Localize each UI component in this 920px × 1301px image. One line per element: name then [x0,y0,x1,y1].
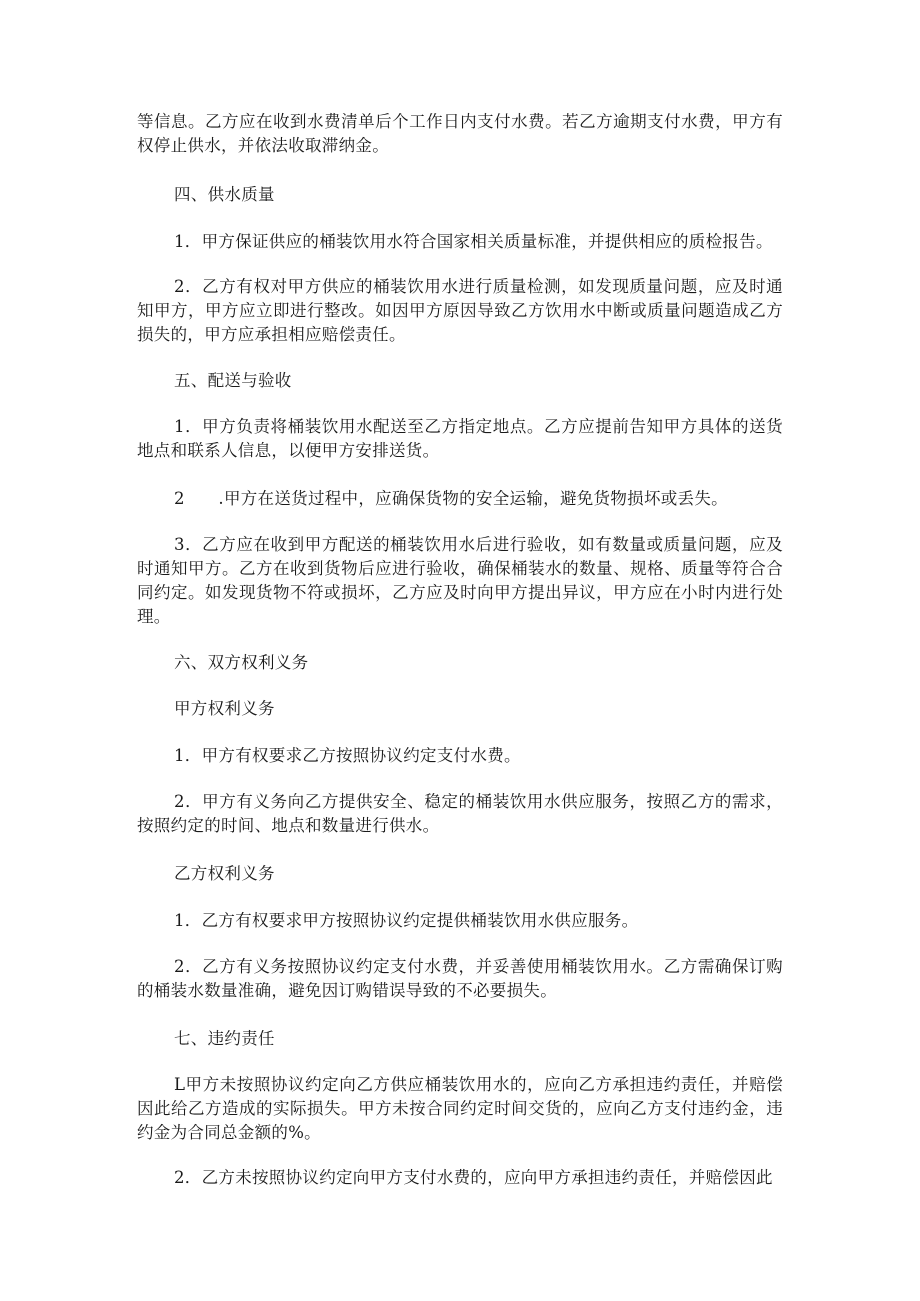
clause-quality-1: 1．甲方保证供应的桶装饮用水符合国家相关质量标准，并提供相应的质检报告。 [174,232,773,251]
section-heading-rights: 六、双方权利义务 [174,653,309,672]
clause-party-b-1: 1．乙方有权要求甲方按照协议约定提供桶装饮用水供应服务。 [174,911,639,930]
clause-party-b-2: 2．乙方有义务按照协议约定支付水费，并妥善使用桶装饮用水。乙方需确保订购的桶装水数量准确，避免因订购错误导致的不必要损失。 [137,957,783,1000]
clause-party-a-2: 2．甲方有义务向乙方提供安全、稳定的桶装饮用水供应服务，按照乙方的需求，按照约定的时间、地点和数量进行供水。 [137,792,783,835]
clause-quality-2: 2．乙方有权对甲方供应的桶装饮用水进行质量检测，如发现质量问题，应及时通知甲方，甲方应立即进行整改。如因甲方原因导致乙方饮用水中断或质量问题造成乙方损失的，甲方应承担相应赔偿责任。 [137,277,783,344]
subheading-party-b-rights: 乙方权利义务 [174,864,275,883]
clause-party-a-1: 1．甲方有权要求乙方按照协议约定支付水费。 [174,746,521,765]
subheading-party-a-rights: 甲方权利义务 [174,699,275,718]
section-heading-breach: 七、违约责任 [174,1029,275,1048]
clause-breach-2: 2．乙方未按照协议约定向甲方支付水费的，应向甲方承担违约责任，并赔偿因此 [174,1168,773,1187]
clause-breach-1: L甲方未按照协议约定向乙方供应桶装饮用水的，应向乙方承担违约责任，并赔偿因此给乙方造成的实际损失。甲方未按合同约定时间交货的，应向乙方支付违约金，违约金为合同总金额的%。 [137,1075,783,1142]
section-heading-water-quality: 四、供水质量 [174,185,275,204]
clause-delivery-3: 3．乙方应在收到甲方配送的桶装饮用水后进行验收，如有数量或质量问题，应及时通知甲方。乙方在收到货物后应进行验收，确保桶装水的数量、规格、质量等符合合同约定。如发现货物不符或损坏，乙方应及时向甲方提出异议，甲方应在小时内进行处理。 [137,535,783,626]
paragraph-payment-terms: 等信息。乙方应在收到水费清单后个工作日内支付水费。若乙方逾期支付水费，甲方有权停止供水，并依法收取滞纳金。 [137,112,783,155]
clause-delivery-2: 2 .甲方在送货过程中，应确保货物的安全运输，避免货物损坏或丢失。 [174,489,728,508]
clause-delivery-1: 1．甲方负责将桶装饮用水配送至乙方指定地点。乙方应提前告知甲方具体的送货地点和联系人信息，以便甲方安排送货。 [137,417,783,460]
section-heading-delivery: 五、配送与验收 [174,371,292,390]
